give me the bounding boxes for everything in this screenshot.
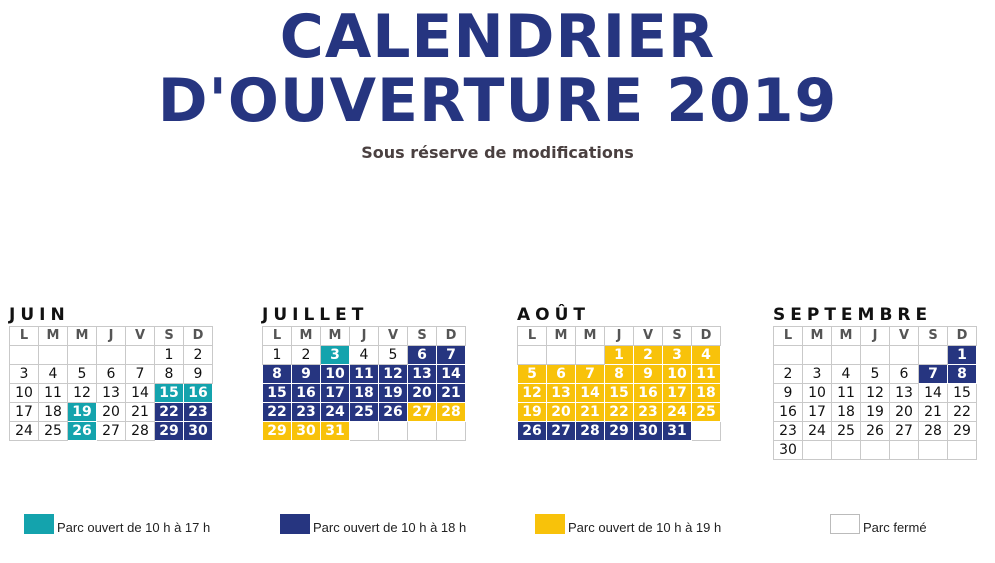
legend-item-yellow <box>535 512 721 535</box>
day-cell: 27 <box>408 403 437 422</box>
day-cell: 29 <box>155 422 184 441</box>
empty-cell <box>803 346 832 365</box>
empty-cell <box>97 346 126 365</box>
day-cell: 1 <box>948 346 977 365</box>
empty-cell <box>379 422 408 441</box>
title-line-2: D'OUVERTURE 2019 <box>157 66 838 136</box>
weekday-label: S <box>663 327 692 346</box>
day-cell: 13 <box>97 384 126 403</box>
weekday-label: M <box>832 327 861 346</box>
day-cell: 25 <box>832 422 861 441</box>
weekday-label: M <box>292 327 321 346</box>
day-cell: 23 <box>634 403 663 422</box>
empty-cell <box>861 346 890 365</box>
month-aout <box>517 304 721 441</box>
day-cell: 2 <box>292 346 321 365</box>
weekday-label: V <box>126 327 155 346</box>
day-cell: 23 <box>292 403 321 422</box>
week-row <box>518 365 721 384</box>
day-cell: 8 <box>155 365 184 384</box>
day-cell: 22 <box>155 403 184 422</box>
calendar-grid <box>9 326 213 441</box>
week-row <box>774 346 977 365</box>
day-cell: 18 <box>832 403 861 422</box>
day-cell: 15 <box>948 384 977 403</box>
legend-item-closed <box>830 512 927 535</box>
day-cell: 11 <box>832 384 861 403</box>
day-cell: 21 <box>576 403 605 422</box>
day-cell: 20 <box>890 403 919 422</box>
day-cell: 17 <box>321 384 350 403</box>
weekday-label: S <box>408 327 437 346</box>
day-cell: 6 <box>97 365 126 384</box>
day-cell: 9 <box>774 384 803 403</box>
empty-cell <box>919 346 948 365</box>
legend-swatch <box>535 514 565 534</box>
empty-cell <box>518 346 547 365</box>
empty-cell <box>68 346 97 365</box>
weekday-header-row <box>10 327 213 346</box>
empty-cell <box>832 346 861 365</box>
week-row <box>518 422 721 441</box>
day-cell: 31 <box>321 422 350 441</box>
week-row <box>10 384 213 403</box>
weekday-label: D <box>948 327 977 346</box>
day-cell: 17 <box>803 403 832 422</box>
day-cell: 14 <box>576 384 605 403</box>
weekday-label: D <box>437 327 466 346</box>
week-row <box>263 365 466 384</box>
day-cell: 19 <box>379 384 408 403</box>
legend-label: Parc ouvert de 10 h à 17 h <box>57 520 211 535</box>
week-row <box>263 403 466 422</box>
day-cell: 29 <box>605 422 634 441</box>
legend-label: Parc ouvert de 10 h à 19 h <box>568 520 722 535</box>
day-cell: 15 <box>605 384 634 403</box>
week-row <box>263 384 466 403</box>
weekday-label: J <box>97 327 126 346</box>
weekday-label: J <box>605 327 634 346</box>
weekday-label: D <box>692 327 721 346</box>
weekday-label: D <box>184 327 213 346</box>
day-cell: 25 <box>350 403 379 422</box>
month-name: JUIN <box>9 305 70 325</box>
day-cell: 9 <box>292 365 321 384</box>
day-cell: 24 <box>663 403 692 422</box>
day-cell: 9 <box>184 365 213 384</box>
month-juin <box>9 304 213 441</box>
week-row <box>263 346 466 365</box>
week-row <box>10 346 213 365</box>
day-cell: 24 <box>10 422 39 441</box>
day-cell: 28 <box>126 422 155 441</box>
calendar-grid <box>517 326 721 441</box>
day-cell: 10 <box>803 384 832 403</box>
day-cell: 5 <box>518 365 547 384</box>
empty-cell <box>10 346 39 365</box>
day-cell: 31 <box>663 422 692 441</box>
day-cell: 26 <box>518 422 547 441</box>
day-cell: 3 <box>321 346 350 365</box>
week-row <box>518 384 721 403</box>
day-cell: 11 <box>692 365 721 384</box>
day-cell: 5 <box>68 365 97 384</box>
day-cell: 16 <box>634 384 663 403</box>
day-cell: 1 <box>155 346 184 365</box>
day-cell: 16 <box>292 384 321 403</box>
day-cell: 27 <box>97 422 126 441</box>
day-cell: 7 <box>919 365 948 384</box>
empty-cell <box>832 441 861 460</box>
month-name: AOÛT <box>517 305 591 325</box>
day-cell: 5 <box>861 365 890 384</box>
day-cell: 12 <box>379 365 408 384</box>
day-cell: 8 <box>605 365 634 384</box>
weekday-label: M <box>321 327 350 346</box>
day-cell: 20 <box>547 403 576 422</box>
calendar-grid <box>262 326 466 441</box>
day-cell: 18 <box>350 384 379 403</box>
month-septembre <box>773 304 977 460</box>
day-cell: 17 <box>663 384 692 403</box>
subtitle: Sous réserve de modifications <box>361 143 634 162</box>
day-cell: 3 <box>10 365 39 384</box>
legend-item-teal <box>24 512 210 535</box>
empty-cell <box>919 441 948 460</box>
day-cell: 26 <box>68 422 97 441</box>
day-cell: 23 <box>774 422 803 441</box>
day-cell: 20 <box>97 403 126 422</box>
day-cell: 12 <box>518 384 547 403</box>
day-cell: 13 <box>890 384 919 403</box>
day-cell: 24 <box>803 422 832 441</box>
day-cell: 22 <box>605 403 634 422</box>
week-row <box>774 384 977 403</box>
empty-cell <box>437 422 466 441</box>
empty-cell <box>774 346 803 365</box>
legend-label: Parc ouvert de 10 h à 18 h <box>313 520 467 535</box>
day-cell: 10 <box>321 365 350 384</box>
day-cell: 21 <box>437 384 466 403</box>
day-cell: 1 <box>263 346 292 365</box>
day-cell: 16 <box>774 403 803 422</box>
legend-item-navy <box>280 512 466 535</box>
day-cell: 5 <box>379 346 408 365</box>
day-cell: 27 <box>547 422 576 441</box>
day-cell: 19 <box>68 403 97 422</box>
weekday-label: S <box>919 327 948 346</box>
day-cell: 23 <box>184 403 213 422</box>
calendar-grid <box>773 326 977 460</box>
day-cell: 8 <box>263 365 292 384</box>
empty-cell <box>692 422 721 441</box>
month-name: JUILLET <box>262 305 369 325</box>
day-cell: 29 <box>948 422 977 441</box>
weekday-header-row <box>263 327 466 346</box>
week-row <box>774 422 977 441</box>
day-cell: 11 <box>39 384 68 403</box>
weekday-label: M <box>803 327 832 346</box>
weekday-label: J <box>350 327 379 346</box>
weekday-label: M <box>68 327 97 346</box>
empty-cell <box>547 346 576 365</box>
legend-swatch <box>830 514 860 534</box>
weekday-label: M <box>576 327 605 346</box>
day-cell: 15 <box>155 384 184 403</box>
empty-cell <box>948 441 977 460</box>
weekday-label: L <box>774 327 803 346</box>
day-cell: 2 <box>634 346 663 365</box>
day-cell: 12 <box>68 384 97 403</box>
day-cell: 18 <box>692 384 721 403</box>
empty-cell <box>890 346 919 365</box>
day-cell: 1 <box>605 346 634 365</box>
week-row <box>10 365 213 384</box>
empty-cell <box>576 346 605 365</box>
empty-cell <box>408 422 437 441</box>
day-cell: 7 <box>126 365 155 384</box>
empty-cell <box>803 441 832 460</box>
day-cell: 28 <box>437 403 466 422</box>
day-cell: 13 <box>547 384 576 403</box>
weekday-label: M <box>39 327 68 346</box>
day-cell: 4 <box>350 346 379 365</box>
week-row <box>774 403 977 422</box>
weekday-label: V <box>890 327 919 346</box>
week-row <box>518 403 721 422</box>
day-cell: 12 <box>861 384 890 403</box>
empty-cell <box>861 441 890 460</box>
day-cell: 19 <box>861 403 890 422</box>
day-cell: 14 <box>919 384 948 403</box>
day-cell: 6 <box>890 365 919 384</box>
day-cell: 2 <box>184 346 213 365</box>
day-cell: 9 <box>634 365 663 384</box>
day-cell: 10 <box>663 365 692 384</box>
month-juillet <box>262 304 466 441</box>
weekday-label: L <box>10 327 39 346</box>
day-cell: 22 <box>263 403 292 422</box>
day-cell: 6 <box>408 346 437 365</box>
legend-swatch <box>280 514 310 534</box>
day-cell: 14 <box>126 384 155 403</box>
day-cell: 13 <box>408 365 437 384</box>
day-cell: 8 <box>948 365 977 384</box>
day-cell: 25 <box>692 403 721 422</box>
weekday-label: V <box>634 327 663 346</box>
day-cell: 29 <box>263 422 292 441</box>
legend-swatch <box>24 514 54 534</box>
day-cell: 10 <box>10 384 39 403</box>
day-cell: 28 <box>919 422 948 441</box>
day-cell: 30 <box>184 422 213 441</box>
empty-cell <box>39 346 68 365</box>
week-row <box>263 422 466 441</box>
day-cell: 25 <box>39 422 68 441</box>
day-cell: 17 <box>10 403 39 422</box>
weekday-label: L <box>518 327 547 346</box>
week-row <box>518 346 721 365</box>
day-cell: 18 <box>39 403 68 422</box>
legend-label: Parc fermé <box>863 520 927 535</box>
day-cell: 21 <box>919 403 948 422</box>
title-line-1: CALENDRIER <box>279 2 716 72</box>
day-cell: 21 <box>126 403 155 422</box>
day-cell: 3 <box>663 346 692 365</box>
day-cell: 4 <box>832 365 861 384</box>
weekday-header-row <box>518 327 721 346</box>
weekday-label: S <box>155 327 184 346</box>
day-cell: 3 <box>803 365 832 384</box>
day-cell: 15 <box>263 384 292 403</box>
day-cell: 11 <box>350 365 379 384</box>
day-cell: 27 <box>890 422 919 441</box>
weekday-label: V <box>379 327 408 346</box>
day-cell: 26 <box>379 403 408 422</box>
day-cell: 26 <box>861 422 890 441</box>
weekday-label: L <box>263 327 292 346</box>
day-cell: 30 <box>774 441 803 460</box>
day-cell: 28 <box>576 422 605 441</box>
day-cell: 2 <box>774 365 803 384</box>
weekday-header-row <box>774 327 977 346</box>
month-name: SEPTEMBRE <box>773 305 933 325</box>
day-cell: 30 <box>292 422 321 441</box>
day-cell: 14 <box>437 365 466 384</box>
week-row <box>774 441 977 460</box>
empty-cell <box>890 441 919 460</box>
week-row <box>10 422 213 441</box>
weekday-label: J <box>861 327 890 346</box>
day-cell: 30 <box>634 422 663 441</box>
empty-cell <box>350 422 379 441</box>
empty-cell <box>126 346 155 365</box>
week-row <box>10 403 213 422</box>
day-cell: 20 <box>408 384 437 403</box>
week-row <box>774 365 977 384</box>
day-cell: 22 <box>948 403 977 422</box>
day-cell: 7 <box>576 365 605 384</box>
day-cell: 4 <box>692 346 721 365</box>
day-cell: 7 <box>437 346 466 365</box>
weekday-label: M <box>547 327 576 346</box>
day-cell: 6 <box>547 365 576 384</box>
day-cell: 19 <box>518 403 547 422</box>
day-cell: 24 <box>321 403 350 422</box>
day-cell: 16 <box>184 384 213 403</box>
day-cell: 4 <box>39 365 68 384</box>
